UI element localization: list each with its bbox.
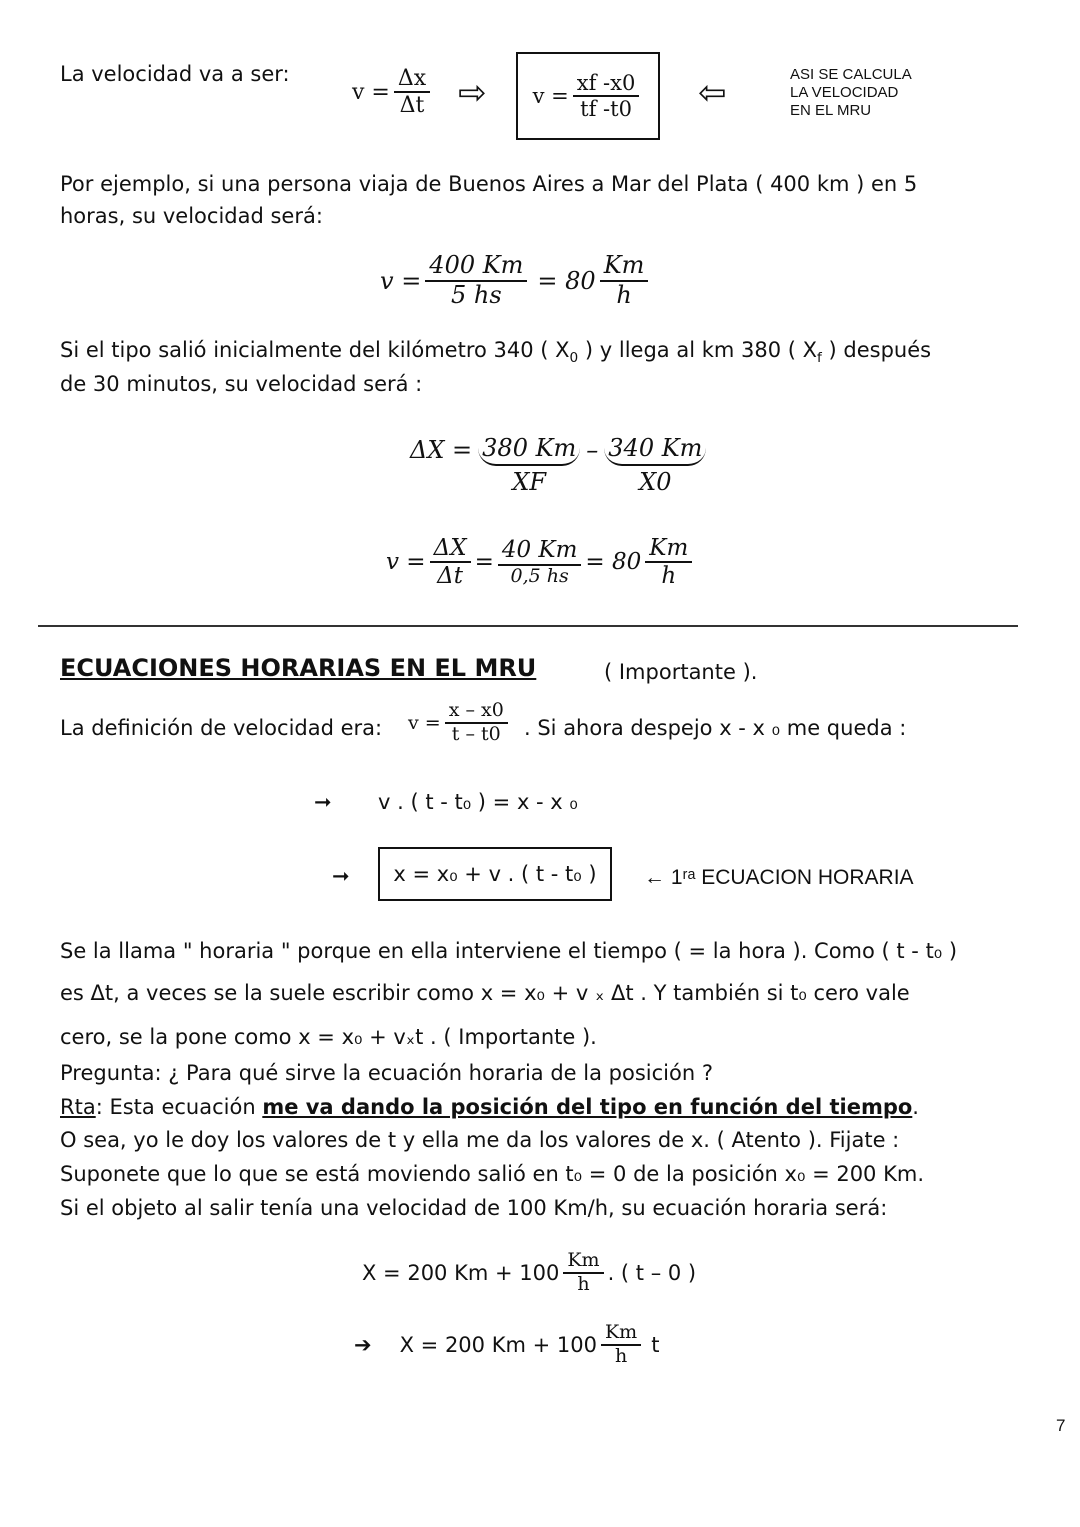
unit-denominator: h	[614, 1344, 628, 1367]
emphasis-text: me va dando la posición del tipo en función del tiempo	[262, 1095, 913, 1119]
fraction-numerator: x – x0	[445, 700, 508, 724]
hw-equals: =	[474, 549, 494, 576]
first-hourly-equation-label: ← 1ʳᵃ ECUACION HORARIA	[644, 866, 914, 889]
hw-result: = 80	[537, 266, 596, 295]
body-line8: Si el objeto al salir tenía una velocidad de 100 Km/h, su ecuación horaria será:	[60, 1196, 888, 1220]
unit-denominator: h	[577, 1272, 590, 1295]
velocity-formula-box	[516, 52, 660, 140]
fraction-numerator: xf -x0	[573, 71, 640, 97]
final-equation-1	[362, 1250, 696, 1296]
text-segment: .	[912, 1095, 919, 1119]
hw-numerator: ΔX	[430, 535, 471, 563]
mru-note	[790, 66, 912, 120]
x0-label: X0	[639, 468, 672, 496]
hw-numerator: 400 Km	[425, 252, 527, 282]
unit-fraction	[601, 1322, 641, 1368]
definition-formula	[408, 700, 512, 746]
section-divider	[38, 625, 1018, 627]
hw-v-label: v =	[386, 549, 426, 576]
hw-fraction	[425, 252, 527, 309]
xf-label: XF	[512, 468, 547, 496]
definition-after: . Si ahora despejo x - x ₀ me queda :	[524, 716, 907, 740]
text-segment: : Esta ecuación	[95, 1095, 263, 1119]
unit-numerator: Km	[563, 1250, 603, 1274]
arrow-right-icon: ⇨	[458, 73, 487, 113]
body-line6: O sea, yo le doy los valores de t y ella me da los valores de x. ( Atento ). Fijate :	[60, 1128, 900, 1152]
example2-line2: de 30 minutos, su velocidad será :	[60, 372, 423, 396]
derivation-step1: v . ( t - t₀ ) = x - x ₀	[378, 790, 578, 814]
body-line7: Suponete que lo que se está moviendo salió en t₀ = 0 de la posición x₀ = 200 Km.	[60, 1162, 924, 1186]
hw-unit-numerator: Km	[600, 252, 649, 282]
subscript: f	[817, 350, 822, 367]
note-line: LA VELOCIDAD	[790, 84, 899, 101]
body-line4: Pregunta: ¿ Para qué sirve la ecuación horaria de la posición ?	[60, 1061, 713, 1085]
hw-unit-denominator: h	[616, 280, 632, 309]
rta-label: Rta	[60, 1095, 96, 1119]
hw-denominator: 5 hs	[451, 280, 502, 309]
hw-unit	[645, 535, 692, 590]
equation-text: X = 200 Km + 100	[399, 1332, 597, 1357]
dx-term-a	[478, 432, 580, 496]
formula-v-label: v =	[408, 711, 441, 734]
velocity-formula-delta	[352, 66, 434, 119]
hw-fraction-delta	[430, 535, 471, 590]
equation-text: t	[651, 1332, 660, 1357]
hw-denominator: 0,5 hs	[510, 564, 569, 587]
unit-fraction	[563, 1250, 603, 1296]
example1-line1: Por ejemplo, si una persona viaja de Buenos Aires a Mar del Plata ( 400 km ) en 5	[60, 172, 918, 196]
body-line3: cero, se la pone como x = x₀ + vₓt . ( Importante ).	[60, 1025, 597, 1049]
formula-v-label: v =	[532, 84, 569, 108]
definition-text: La definición de velocidad era:	[60, 716, 383, 740]
equation-text: X = 200 Km + 100	[362, 1260, 560, 1285]
handwritten-delta-x	[410, 432, 706, 496]
hw-v-label: v =	[380, 266, 422, 295]
fraction-positions	[573, 71, 640, 121]
fraction-delta	[394, 66, 430, 119]
fraction-definition	[445, 700, 508, 746]
body-line1: Se la llama " horaria " porque en ella interviene el tiempo ( = la hora ). Como ( t - t₀ )	[60, 939, 958, 963]
equation-text: . ( t – 0 )	[607, 1260, 697, 1285]
hw-unit	[600, 252, 649, 309]
hw-denominator: Δt	[437, 563, 463, 590]
dx-term-b	[604, 432, 706, 496]
dx-minus: –	[586, 436, 599, 464]
section-title: ECUACIONES HORARIAS EN EL MRU	[60, 654, 537, 682]
dx-lhs: ΔX =	[410, 436, 473, 464]
hw-unit-numerator: Km	[645, 535, 692, 563]
underbrace-b: 340 Km	[604, 432, 706, 466]
intro-text: La velocidad va a ser:	[60, 62, 290, 86]
body-line2: es Δt, a veces se la suele escribir como x = x₀ + v ₓ Δt . Y también si t₀ cero vale	[60, 981, 910, 1005]
arrow-left-icon: ⇦	[698, 73, 727, 113]
subscript: 0	[569, 350, 579, 367]
final-equation-2	[354, 1322, 659, 1368]
page-number: 7	[1056, 1416, 1066, 1435]
text-segment: ) después	[821, 338, 932, 362]
arrow-icon: ➞	[332, 864, 350, 888]
example1-line2: horas, su velocidad será:	[60, 204, 323, 228]
arrow-icon: ➞	[314, 790, 332, 814]
fraction-numerator: Δx	[394, 66, 430, 93]
hw-fraction-values	[498, 537, 582, 587]
first-hourly-equation-box: x = x₀ + v . ( t - t₀ )	[378, 847, 612, 901]
text-segment: Si el tipo salió inicialmente del kilómetro 340 ( X	[60, 338, 570, 362]
hw-unit-denominator: h	[661, 563, 677, 590]
underbrace-a: 380 Km	[478, 432, 580, 466]
hw-numerator: 40 Km	[498, 537, 582, 565]
fraction-denominator: t – t0	[451, 722, 501, 745]
handwritten-velocity-example1	[380, 252, 652, 309]
unit-numerator: Km	[601, 1322, 641, 1346]
body-line5	[60, 1091, 919, 1123]
fraction-denominator: Δt	[399, 93, 425, 119]
handwritten-velocity-example2	[386, 535, 696, 590]
formula-v-label: v =	[352, 79, 390, 105]
section-subtitle: ( Importante ).	[604, 660, 758, 684]
arrow-icon: ➔	[354, 1332, 372, 1357]
hw-result: = 80	[585, 549, 642, 576]
note-line: EN EL MRU	[790, 102, 872, 119]
text-segment: ) y llega al km 380 ( X	[578, 338, 818, 362]
note-line: ASI SE CALCULA	[790, 66, 912, 83]
fraction-denominator: tf -t0	[580, 97, 632, 121]
